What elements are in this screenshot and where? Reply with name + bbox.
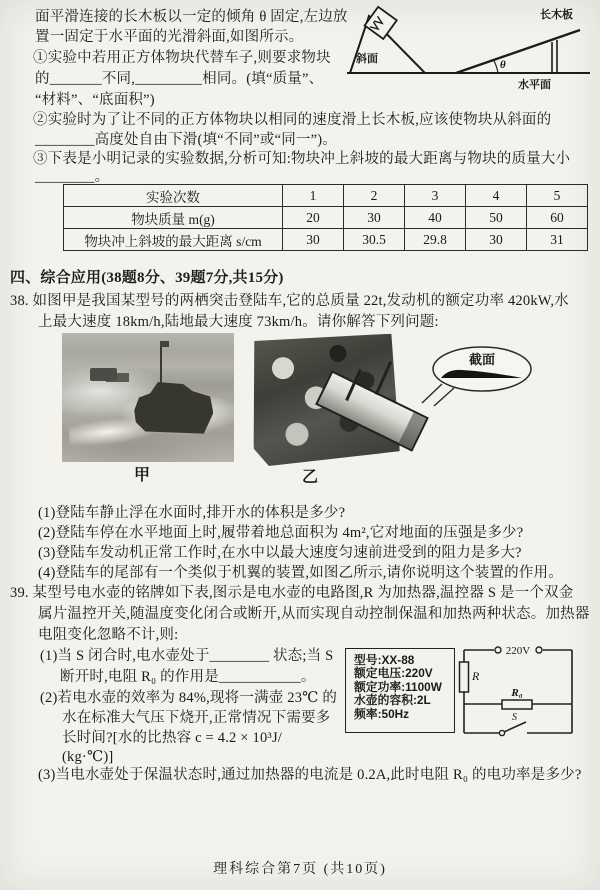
q39-subquestion: 断开时,电阻 R₀ 的作用是___________。 bbox=[60, 669, 316, 685]
table-cell: 60 bbox=[527, 207, 588, 229]
q39-subquestion: (3)当电水壶处于保温状态时,通过加热器的电流是 0.2A,此时电阻 R₀ 的电功率是多少? bbox=[38, 767, 582, 783]
table-cell: 29.8 bbox=[405, 229, 466, 251]
figure-block bbox=[365, 7, 397, 39]
q38-line: 上最大速度 18km/h,陆地最大速度 73km/h。请你解答下列问题: bbox=[38, 314, 439, 330]
intro-line: ③下表是小明记录的实验数据,分析可知:物块冲上斜坡的最大距离与物块的质量大小 bbox=[33, 151, 571, 167]
long-board bbox=[456, 30, 580, 73]
q38-subquestion: (1)登陆车静止浮在水面时,排开水的体积是多少? bbox=[38, 505, 346, 521]
section-header: 四、综合应用(38题8分、39题7分,共15分) bbox=[10, 270, 284, 286]
nameplate-line: 额定电压:220V bbox=[354, 666, 433, 681]
ground-label: 水平面 bbox=[518, 79, 551, 91]
table-cell: 20 bbox=[283, 207, 344, 229]
table-cell: 实验次数 bbox=[64, 185, 283, 207]
angle-label: θ bbox=[500, 59, 506, 71]
switch-label: S bbox=[512, 712, 517, 723]
q39-subquestion: 长时间?[水的比热容 c = 4.2 × 10³J/ bbox=[62, 730, 283, 746]
table-cell: 物块质量 m(g) bbox=[64, 207, 283, 229]
table-row bbox=[64, 229, 588, 251]
q38-line: 38. 如图甲是我国某型号的两栖突击登陆车,它的总质量 22t,发动机的额定功率 420kW,水 bbox=[10, 293, 569, 309]
page-footer: 理科综合第7页 (共10页) bbox=[213, 862, 387, 877]
table-cell: 40 bbox=[405, 207, 466, 229]
intro-line: ②实验时为了让不同的正方体物块以相同的速度滑上长木板,应该使物块从斜面的 bbox=[33, 112, 552, 128]
q39-line: 电阻变化忽略不计,则: bbox=[38, 627, 179, 643]
table-cell: 4 bbox=[466, 185, 527, 207]
table-cell: 31 bbox=[527, 229, 588, 251]
photo-caption-yi: 乙 bbox=[302, 469, 319, 486]
aux-resistor-label: R₀ bbox=[511, 687, 523, 699]
intro-line: 置一固定于水平面的光滑斜面,如图所示。 bbox=[35, 29, 304, 45]
q38-subquestion: (4)登陆车的尾部有一个类似于机翼的装置,如图乙所示,请你说明这个装置的作用。 bbox=[38, 565, 563, 581]
aux-resistor bbox=[502, 700, 532, 709]
circuit-voltage-label: 220V bbox=[505, 645, 531, 657]
intro-line: 的_______不同,_________相同。(填“质量”、 bbox=[35, 71, 324, 87]
vehicle-silhouette bbox=[134, 382, 213, 434]
q39-line: 属片温控开关,随温度变化闭合或断开,从而实现自动控制保温和加热两种状态。加热器 bbox=[38, 606, 590, 622]
q39-subquestion: (kg·℃)] bbox=[62, 749, 114, 765]
photo-caption-jia: 甲 bbox=[134, 467, 151, 484]
incline-figure bbox=[340, 2, 596, 94]
table-cell: 30 bbox=[344, 207, 405, 229]
flag-shape bbox=[160, 341, 169, 347]
intro-line: ________高度处自由下滑(填“不同”或“同一”)。 bbox=[35, 132, 337, 148]
table-cell: 30 bbox=[283, 229, 344, 251]
switch-lever bbox=[504, 722, 526, 732]
photo-amphibious-vehicle-water bbox=[62, 333, 234, 462]
heater-label: R bbox=[472, 669, 480, 683]
table-cell: 50 bbox=[466, 207, 527, 229]
cross-section-callout bbox=[408, 340, 598, 412]
table-cell: 5 bbox=[527, 185, 588, 207]
incline-label: 斜面 bbox=[356, 53, 378, 65]
q39-subquestion: 水在标准大气压下烧开,正常情况下需要多 bbox=[62, 710, 331, 726]
q39-subquestion: (1)当 S 闭合时,电水壶处于________ 状态;当 S bbox=[40, 648, 334, 664]
q39-subquestion: (2)若电水壶的效率为 84%,现将一满壶 23℃ 的 bbox=[40, 690, 338, 706]
table-cell: 1 bbox=[283, 185, 344, 207]
nameplate-line: 水壶的容积:2L bbox=[354, 693, 431, 708]
nameplate-line: 频率:50Hz bbox=[354, 706, 410, 721]
nameplate-box bbox=[345, 648, 455, 733]
intro-line: ①实验中若用正方体物块代替车子,则要求物块 bbox=[33, 50, 331, 66]
table-cell: 2 bbox=[344, 185, 405, 207]
thermostat-switch bbox=[499, 730, 504, 735]
table-row bbox=[64, 185, 588, 207]
board-label: 长木板 bbox=[540, 9, 573, 21]
q39-line: 39. 某型号电水壶的铭牌如下表,图示是电水壶的电路图,R 为加热器,温控器 S 是一个双金 bbox=[10, 585, 574, 601]
supply-terminal bbox=[536, 647, 542, 653]
table-row bbox=[64, 207, 588, 229]
callout-tail bbox=[422, 384, 454, 406]
callout-label: 截面 bbox=[468, 352, 496, 367]
q38-subquestion: (3)登陆车发动机正常工作时,在水中以最大速度匀速前进受到的阻力是多大? bbox=[38, 545, 522, 561]
nameplate-line: 型号:XX-88 bbox=[354, 653, 415, 667]
experiment-table bbox=[63, 184, 588, 251]
nameplate-line: 额定功率:1100W bbox=[354, 679, 442, 694]
table-cell: 30 bbox=[466, 229, 527, 251]
supply-terminal bbox=[495, 647, 501, 653]
table-cell: 3 bbox=[405, 185, 466, 207]
table-cell: 物块冲上斜坡的最大距离 s/cm bbox=[64, 229, 283, 251]
distant-vehicle-silhouette bbox=[90, 368, 118, 381]
table-cell: 30.5 bbox=[344, 229, 405, 251]
intro-line: ________。 bbox=[35, 169, 110, 185]
q38-subquestion: (2)登陆车停在水平地面上时,履带着地总面积为 4m²,它对地面的压强是多少? bbox=[38, 525, 524, 541]
intro-line: 面平滑连接的长木板以一定的倾角 θ 固定,左边放 bbox=[35, 9, 348, 25]
intro-line: “材料”、“底面积”) bbox=[35, 92, 155, 108]
circuit-diagram bbox=[455, 642, 580, 742]
heater-resistor bbox=[460, 662, 469, 692]
